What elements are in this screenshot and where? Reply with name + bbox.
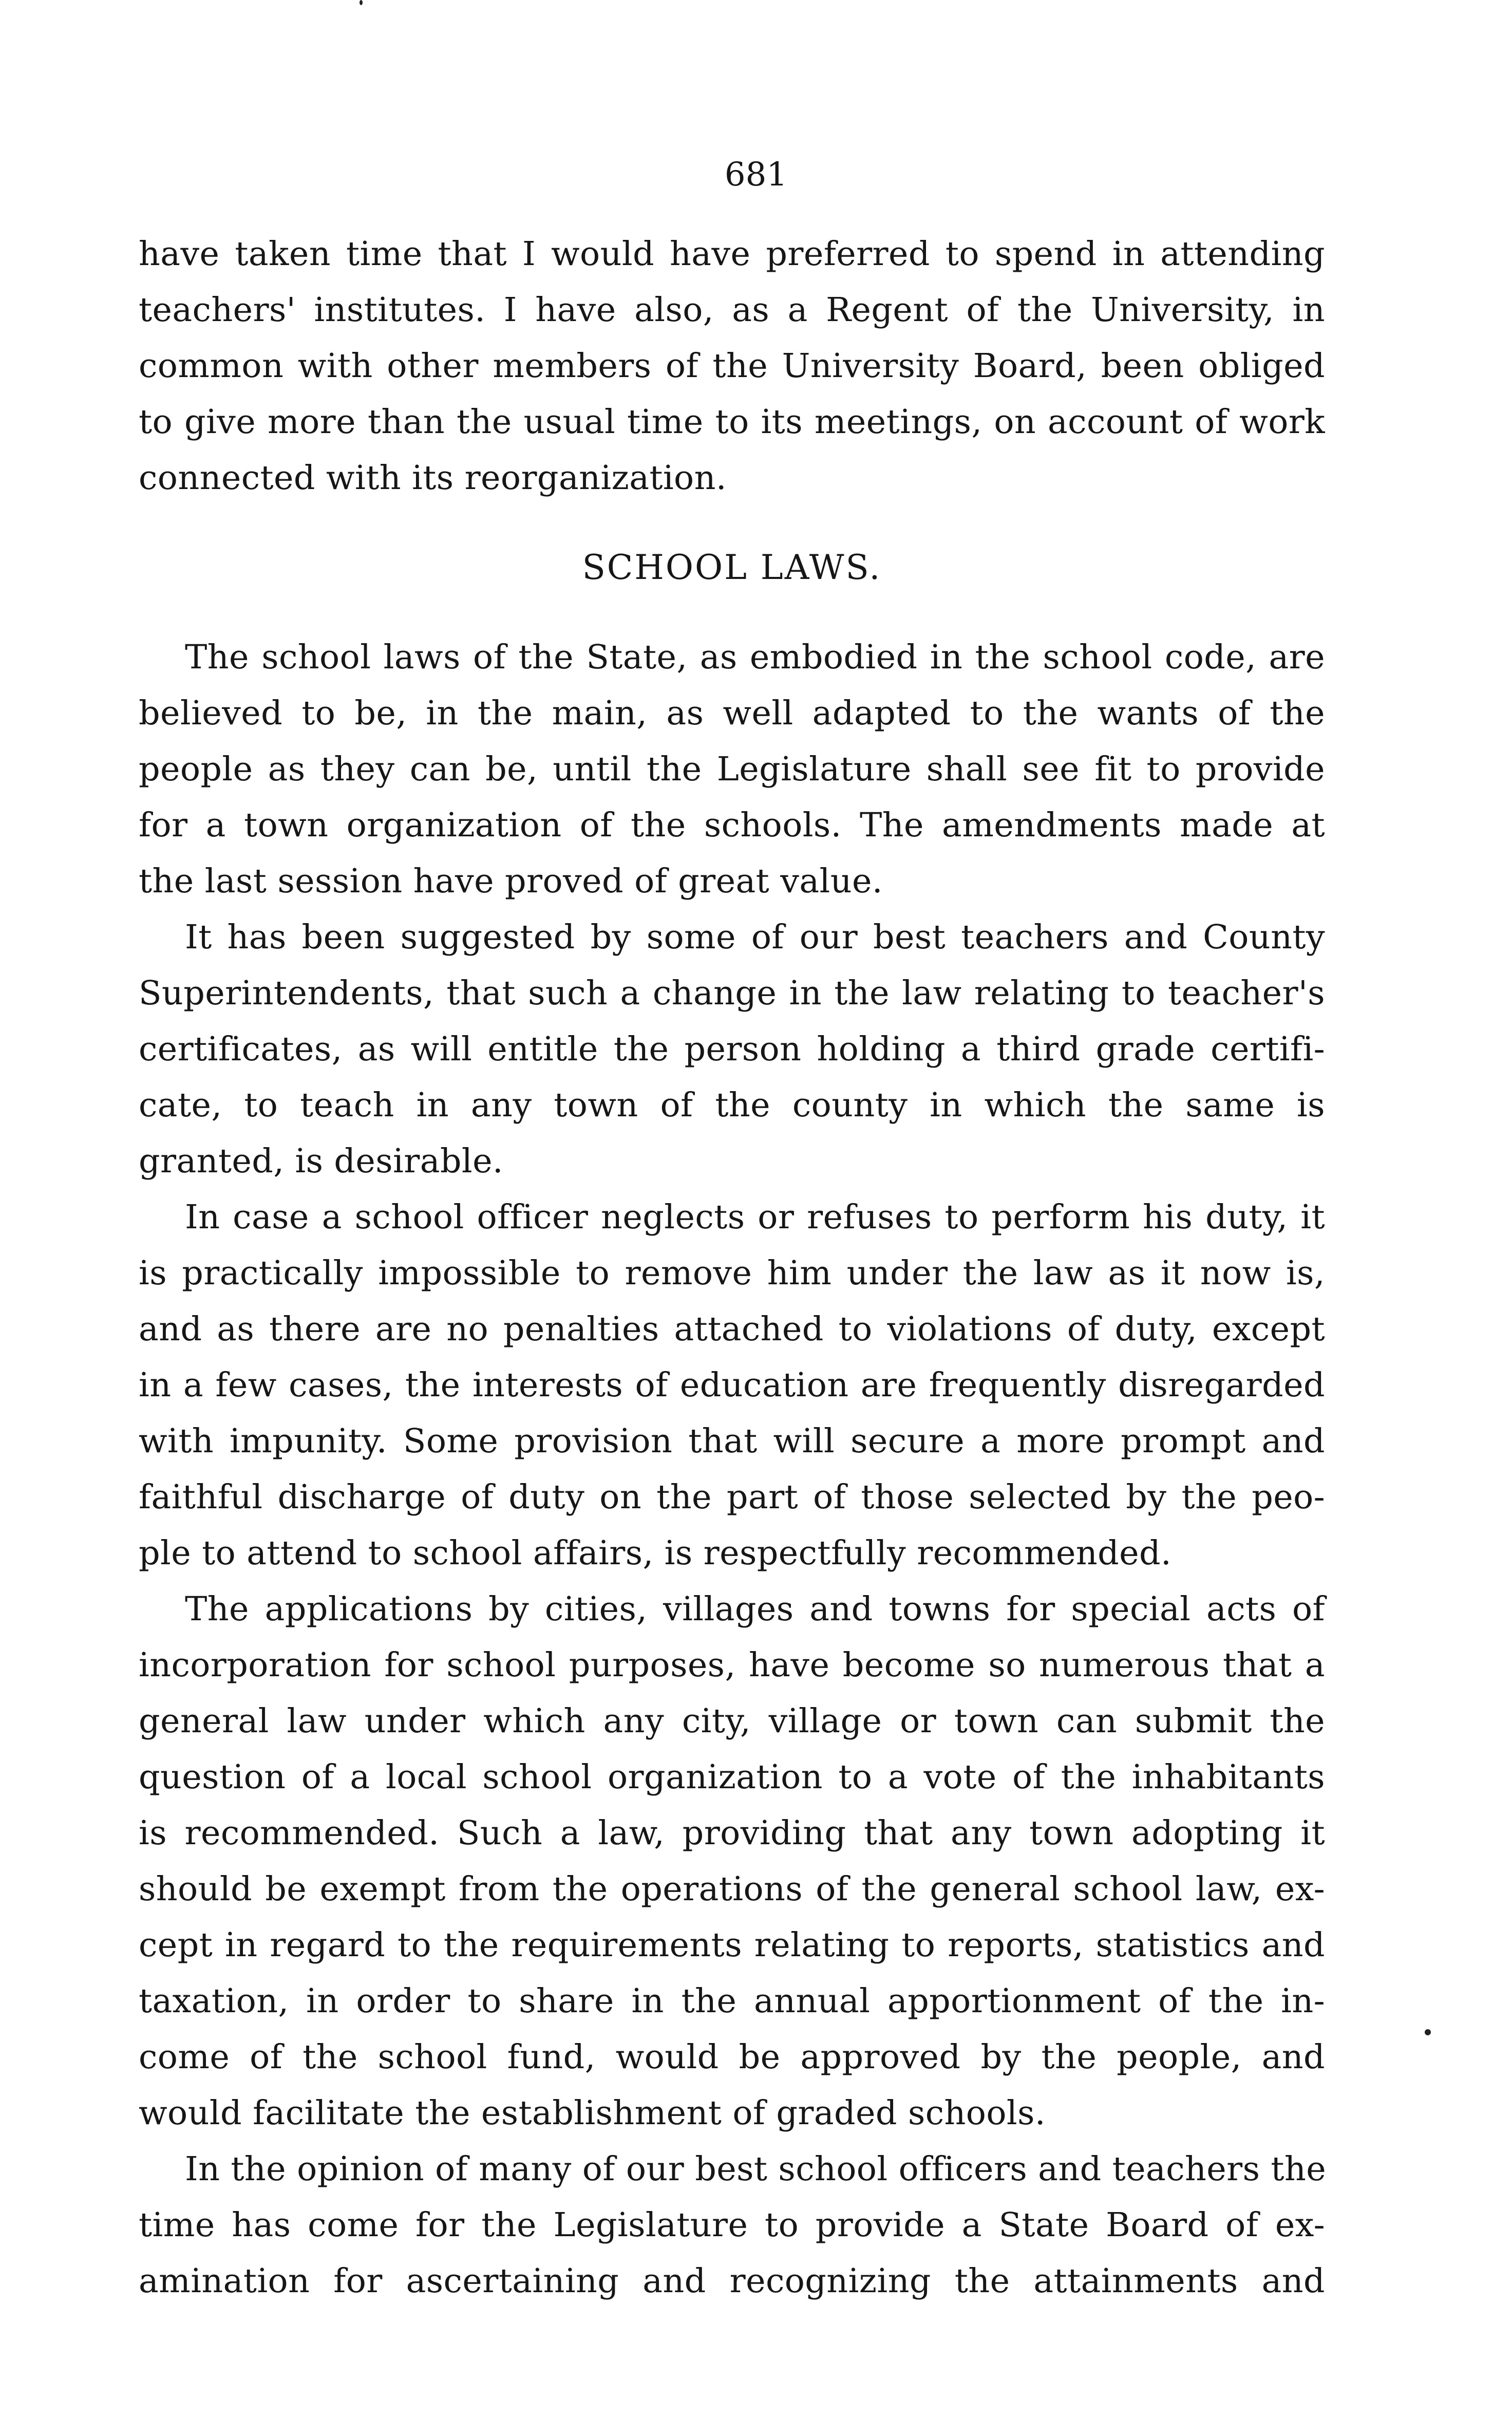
paragraph-officers (139, 1189, 1325, 1581)
text-line: cate, to teach in any town of the county in which the same is (139, 1086, 1325, 1125)
paragraph-incorporation (139, 1581, 1325, 2141)
text-body (139, 226, 1325, 2309)
text-line: teachers' institutes. I have also, as a Regent of the University, in (139, 291, 1325, 329)
text-line: is recommended. Such a law, providing that any town adopting it (139, 1814, 1325, 1852)
text-line: with impunity. Some provision that will secure a more prompt and (139, 1422, 1325, 1460)
text-line: in a few cases, the interests of education are frequently disregarded (139, 1366, 1325, 1404)
text-line: general law under which any city, village or town can submit the (139, 1702, 1325, 1740)
text-line: people as they can be, until the Legislature shall see fit to provide (139, 750, 1325, 789)
text-line: ple to attend to school affairs, is respectfully recommended. (139, 1534, 1172, 1572)
text-line: to give more than the usual time to its meetings, on account of work (139, 403, 1325, 441)
intro-paragraph (139, 226, 1325, 506)
text-line: cept in regard to the requirements relating to reports, statistics and (139, 1926, 1325, 1964)
text-line: is practically impossible to remove him under the law as it now is, (139, 1254, 1325, 1293)
text-line: the last session have proved of great value. (139, 862, 883, 901)
text-line: connected with its reorganization. (139, 459, 727, 497)
text-line: The school laws of the State, as embodied in the school code, are (185, 638, 1325, 677)
text-line: have taken time that I would have preferred to spend in attending (139, 235, 1325, 273)
text-line: taxation, in order to share in the annual apportionment of the in- (139, 1982, 1325, 2020)
text-line: common with other members of the University Board, been obliged (139, 347, 1325, 385)
text-line: In case a school officer neglects or refuses to perform his duty, it (185, 1198, 1325, 1237)
text-line: amination for ascertaining and recognizing the attainments and (139, 2262, 1325, 2300)
text-line: In the opinion of many of our best school officers and teachers the (185, 2150, 1327, 2188)
paragraph-certificates (139, 909, 1325, 1189)
paragraph-state-board (139, 2141, 1325, 2309)
text-line: believed to be, in the main, as well adapted to the wants of the (139, 694, 1325, 733)
text-line: It has been suggested by some of our best teachers and County (185, 918, 1325, 957)
text-line: should be exempt from the operations of the general school law, ex- (139, 1870, 1325, 1908)
text-line: faithful discharge of duty on the part of those selected by the peo- (139, 1478, 1325, 1516)
text-line: would facilitate the establishment of graded schools. (139, 2094, 1046, 2132)
scan-speck-top (360, 0, 363, 5)
text-line: granted, is desirable. (139, 1142, 503, 1181)
text-line: time has come for the Legislature to provide a State Board of ex- (139, 2206, 1325, 2244)
text-line: for a town organization of the schools. The amendments made at (139, 806, 1325, 845)
text-line: question of a local school organization to a vote of the inhabitants (139, 1758, 1325, 1796)
text-line: incorporation for school purposes, have become so numerous that a (139, 1646, 1325, 1684)
text-line: and as there are no penalties attached to violations of duty, except (139, 1310, 1325, 1348)
text-line: certificates, as will entitle the person holding a third grade certifi- (139, 1030, 1325, 1069)
text-line: Superintendents, that such a change in the law relating to teacher's (139, 974, 1325, 1013)
page-number: 681 (724, 156, 788, 194)
section-heading: SCHOOL LAWS. (582, 548, 882, 587)
text-line: come of the school fund, would be approved by the people, and (139, 2038, 1325, 2076)
scan-speck-right (1425, 2029, 1431, 2035)
text-line: The applications by cities, villages and towns for special acts of (185, 1590, 1325, 1628)
paragraph-school-laws (139, 629, 1325, 909)
